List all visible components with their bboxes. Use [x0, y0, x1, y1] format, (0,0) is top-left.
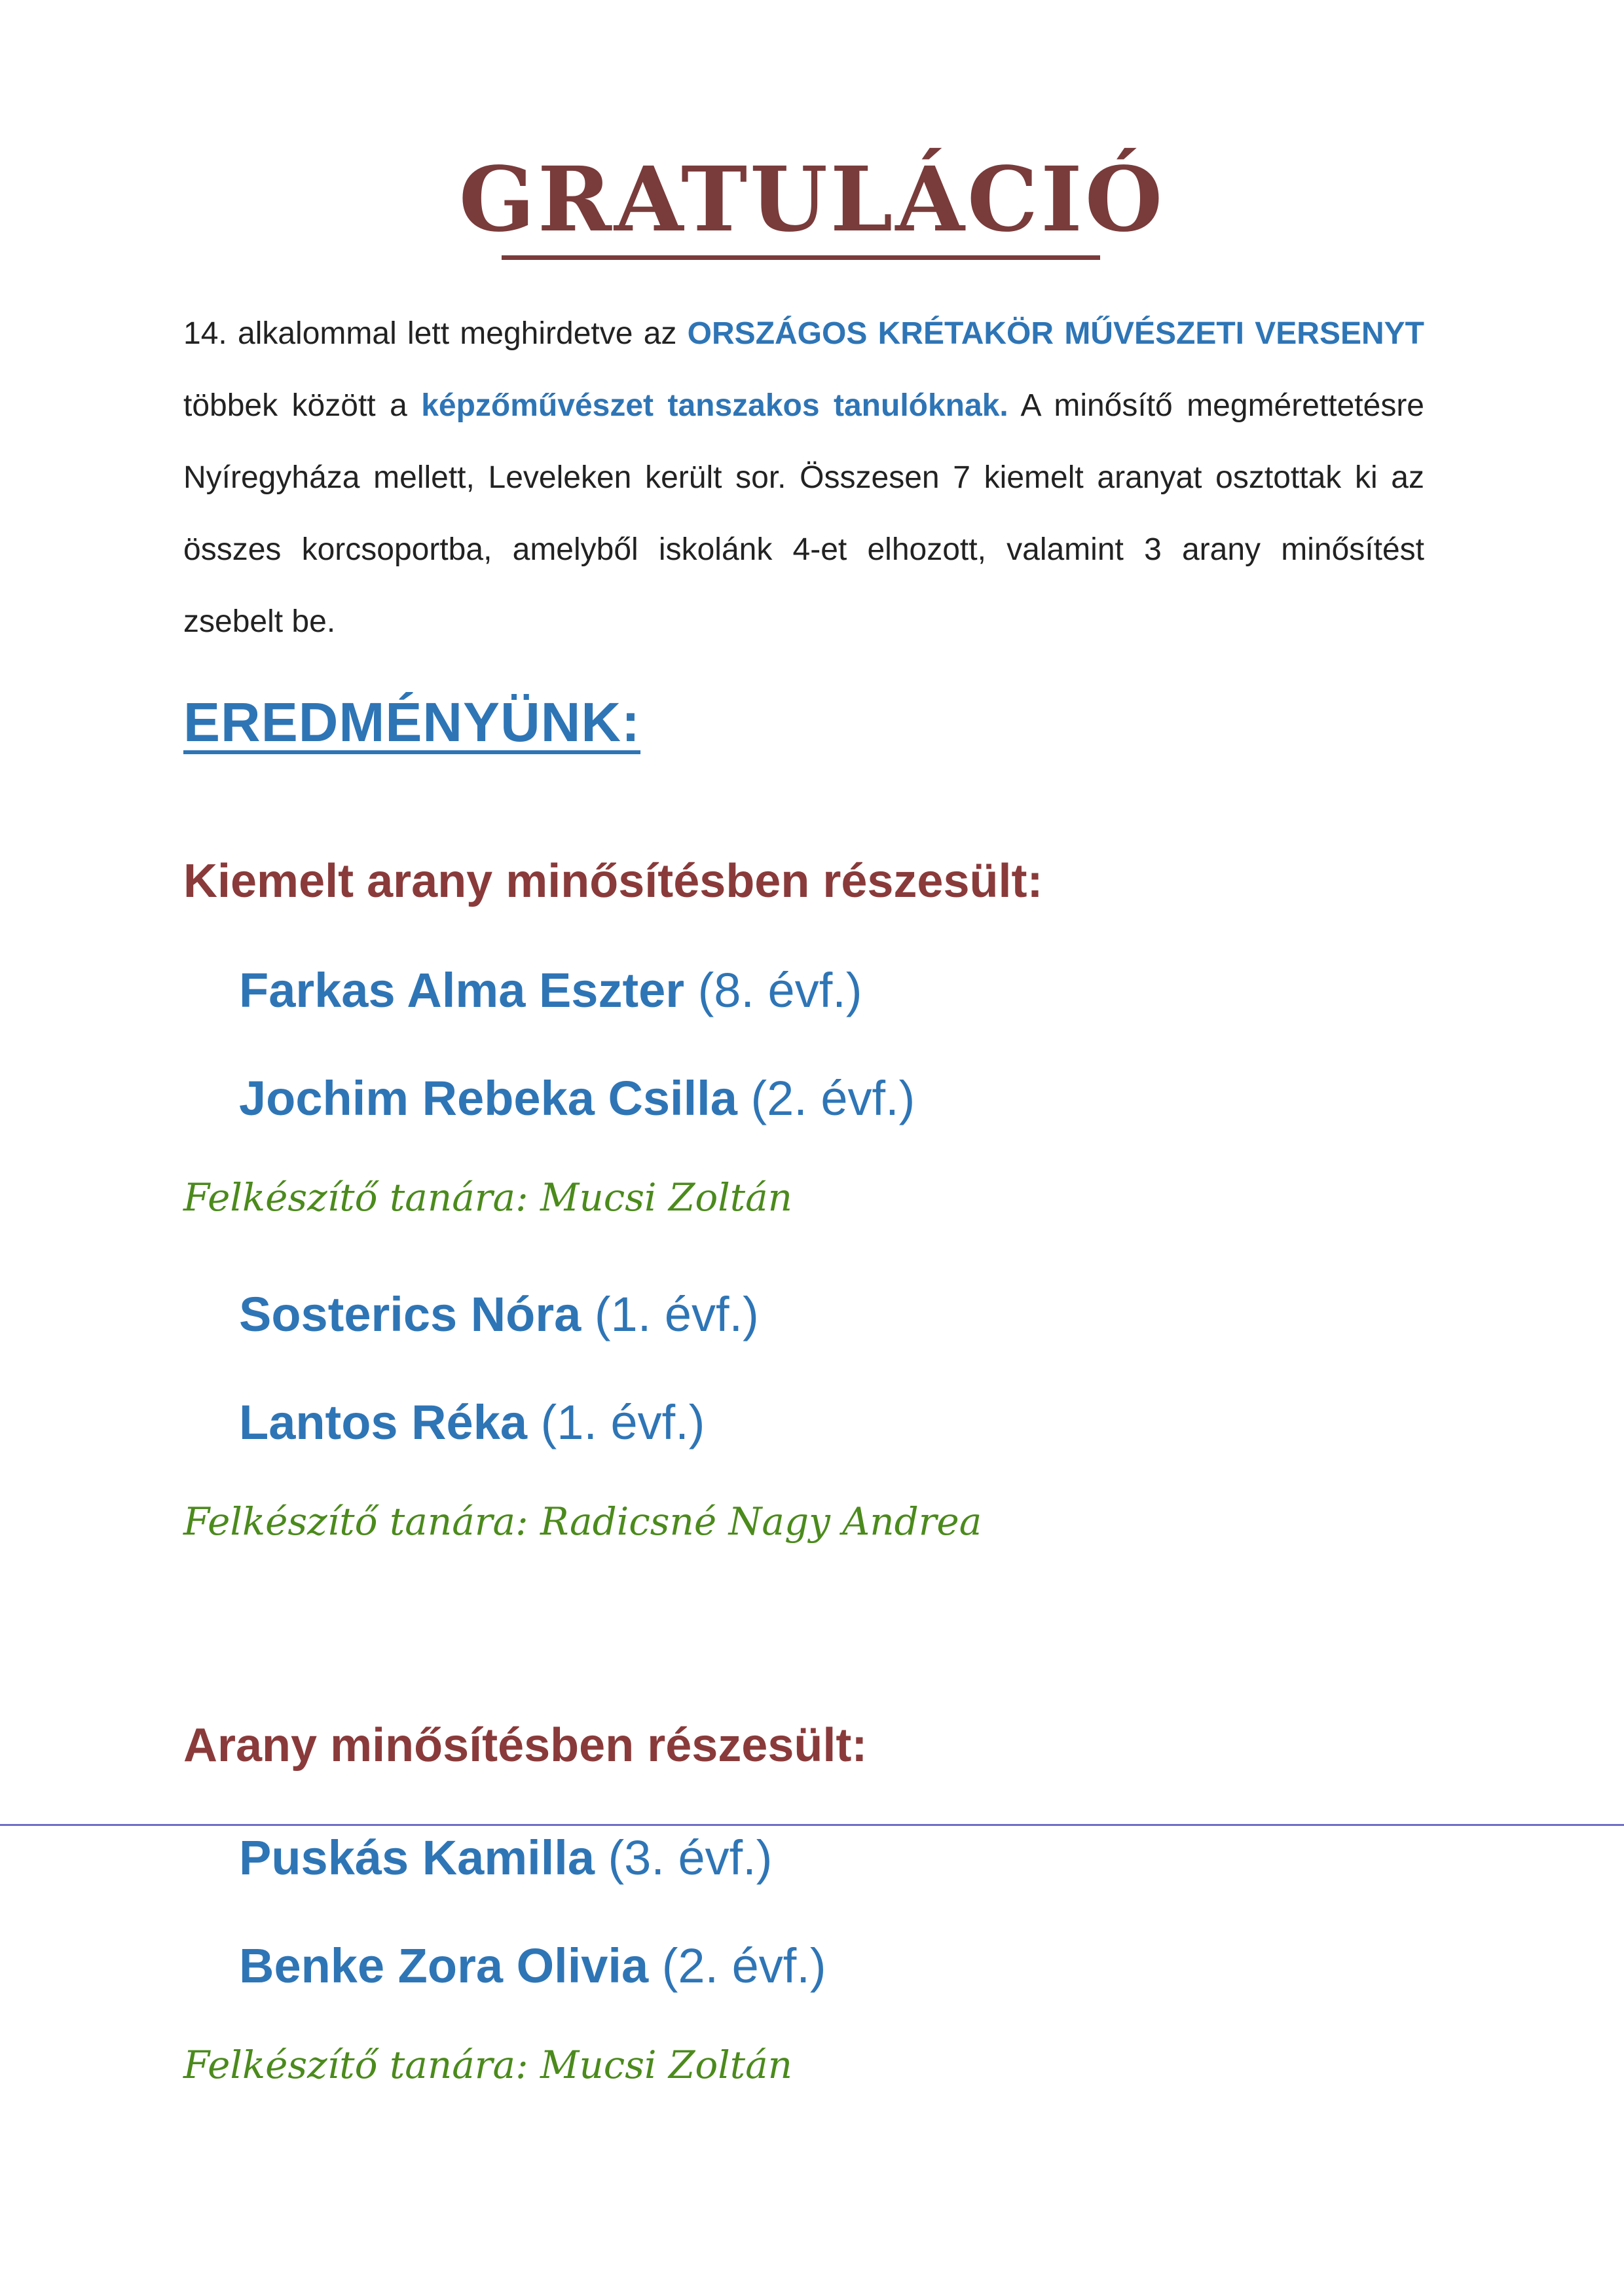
intro-paragraph	[183, 298, 1424, 658]
student-name: Sosterics Nóra	[239, 1287, 581, 1341]
intro-highlight-competition: ORSZÁGOS KRÉTAKÖR MŰVÉSZETI VERSENYT	[687, 316, 1424, 351]
student-grade: (2. évf.)	[648, 1939, 826, 1993]
student-grade: (1. évf.)	[581, 1287, 759, 1341]
horizontal-divider	[0, 1824, 1624, 1826]
student-grade: (2. évf.)	[737, 1071, 915, 1125]
section-heading-gold: Arany minősítésben részesült:	[183, 1719, 868, 1772]
student-entry	[239, 1938, 826, 1994]
student-entry	[239, 1394, 705, 1450]
student-grade: (8. évf.)	[684, 963, 862, 1017]
student-name: Lantos Réka	[239, 1395, 528, 1449]
section-heading-special-gold: Kiemelt arany minősítésben részesült:	[183, 855, 1043, 907]
page-title: GRATULÁCIÓ	[458, 147, 1166, 252]
student-name: Puskás Kamilla	[239, 1831, 595, 1885]
student-name: Jochim Rebeka Csilla	[239, 1071, 737, 1125]
intro-highlight-audience: képzőművészet tanszakos tanulóknak.	[421, 388, 1008, 423]
student-grade: (1. évf.)	[527, 1395, 705, 1449]
student-name: Farkas Alma Eszter	[239, 963, 685, 1017]
results-heading: EREDMÉNYÜNK:	[183, 691, 641, 753]
teacher-line: Felkészítő tanára: Mucsi Zoltán	[183, 2043, 793, 2087]
student-grade: (3. évf.)	[594, 1831, 773, 1885]
intro-text-3: A minősítő megmérettetésre Nyíregyháza mellett, Leveleken került sor. Összesen 7 kiemelt aranyat osztottak ki az összes korcsoportba, amelyből iskolánk 4-et elhozott, valamint 3 arany minősítést zsebelt be.	[183, 388, 1425, 639]
student-name: Benke Zora Olivia	[239, 1939, 649, 1993]
intro-text-1: 14. alkalommal lett meghirdetve az	[183, 316, 688, 351]
teacher-line: Felkészítő tanára: Mucsi Zoltán	[183, 1175, 793, 1220]
student-entry	[239, 1830, 772, 1886]
student-entry	[239, 1286, 759, 1342]
student-entry	[239, 962, 862, 1018]
intro-text-2: többek között a	[183, 388, 422, 423]
teacher-line: Felkészítő tanára: Radicsné Nagy Andrea	[183, 1499, 982, 1544]
student-entry	[239, 1070, 915, 1126]
title-underline	[502, 255, 1100, 260]
